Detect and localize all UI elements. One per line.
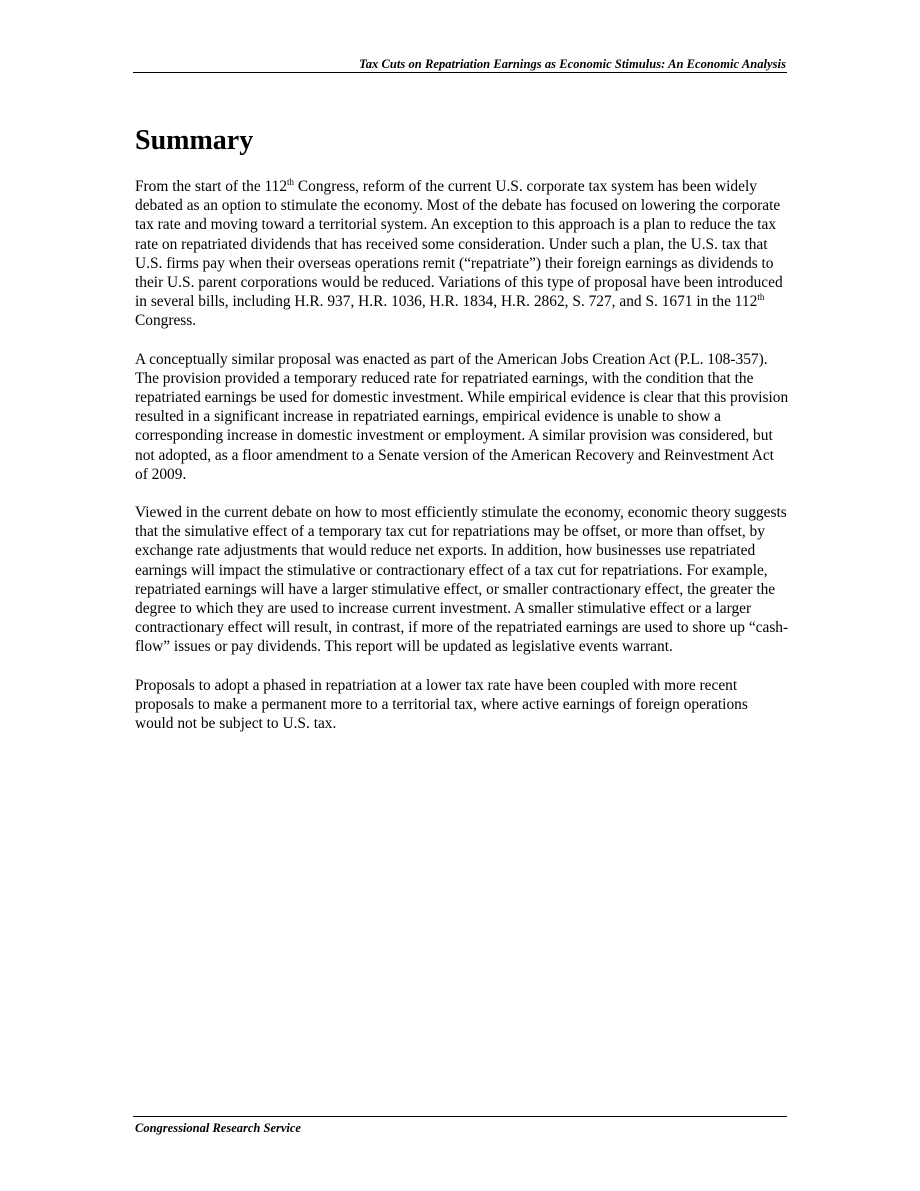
paragraph-1-text-a: From the start of the 112	[135, 178, 288, 195]
superscript-th-1: th	[287, 177, 295, 187]
summary-paragraph-1	[135, 177, 789, 331]
paragraph-1-text-b: Congress, reform of the current U.S. corporate tax system has been widely debated as an option to stimulate the economy. Most of the debate has focused on lowering the corporate tax rate and moving toward a territorial system. An exception to this approach is a plan to reduce the tax rate on repatriated dividends that has received some consideration. Under such a plan, the U.S. tax that U.S. firms pay when their overseas operations remit (“repatriate”) their foreign earnings as dividends to their U.S. parent corporations would be reduced. Variations of this type of proposal have been introduced in several bills, including H.R. 937, H.R. 1036, H.R. 1834, H.R. 2862, S. 727, and S. 1671 in the 112	[135, 178, 783, 311]
footer-rule	[133, 1116, 787, 1117]
summary-paragraph-2: A conceptually similar proposal was enacted as part of the American Jobs Creation Act (P.L. 108-357). The provision provided a temporary reduced rate for repatriated earnings, with the condition that the repatriated earnings be used for domestic investment. While empirical evidence is clear that this provision resulted in a significant increase in repatriated earnings, empirical evidence is unable to show a corresponding increase in domestic investment or employment. A similar provision was considered, but not adopted, as a floor amendment to a Senate version of the American Recovery and Reinvestment Act of 2009.	[135, 350, 789, 483]
summary-paragraph-3: Viewed in the current debate on how to most efficiently stimulate the economy, economic theory suggests that the simulative effect of a temporary tax cut for repatriations may be offset, or more than offset, by exchange rate adjustments that would reduce net exports. In addition, how businesses use repatriated earnings will impact the stimulative or contractionary effect of a tax cut for repatriations. For example, repatriated earnings will have a larger stimulative effect, or smaller contractionary effect, the greater the degree to which they are used to increase current investment. A smaller stimulative effect or a larger contractionary effect will result, in contrast, if more of the repatriated earnings are used to shore up “cash-flow” issues or pay dividends. This report will be updated as legislative events warrant.	[135, 504, 789, 656]
running-footer-organization: Congressional Research Service	[135, 1121, 301, 1135]
superscript-th-2: th	[757, 292, 765, 303]
running-header-title: Tax Cuts on Repatriation Earnings as Economic Stimulus: An Economic Analysis	[359, 57, 786, 71]
summary-paragraph-4: Proposals to adopt a phased in repatriation at a lower tax rate have been coupled with more recent proposals to make a permanent more to a territorial tax, where active earnings of foreign operations would not be subject to U.S. tax.	[135, 676, 748, 733]
header-rule	[133, 72, 787, 73]
section-heading-summary: Summary	[135, 125, 254, 156]
summary-body	[135, 177, 789, 752]
paragraph-1-text-c: Congress.	[135, 312, 197, 330]
